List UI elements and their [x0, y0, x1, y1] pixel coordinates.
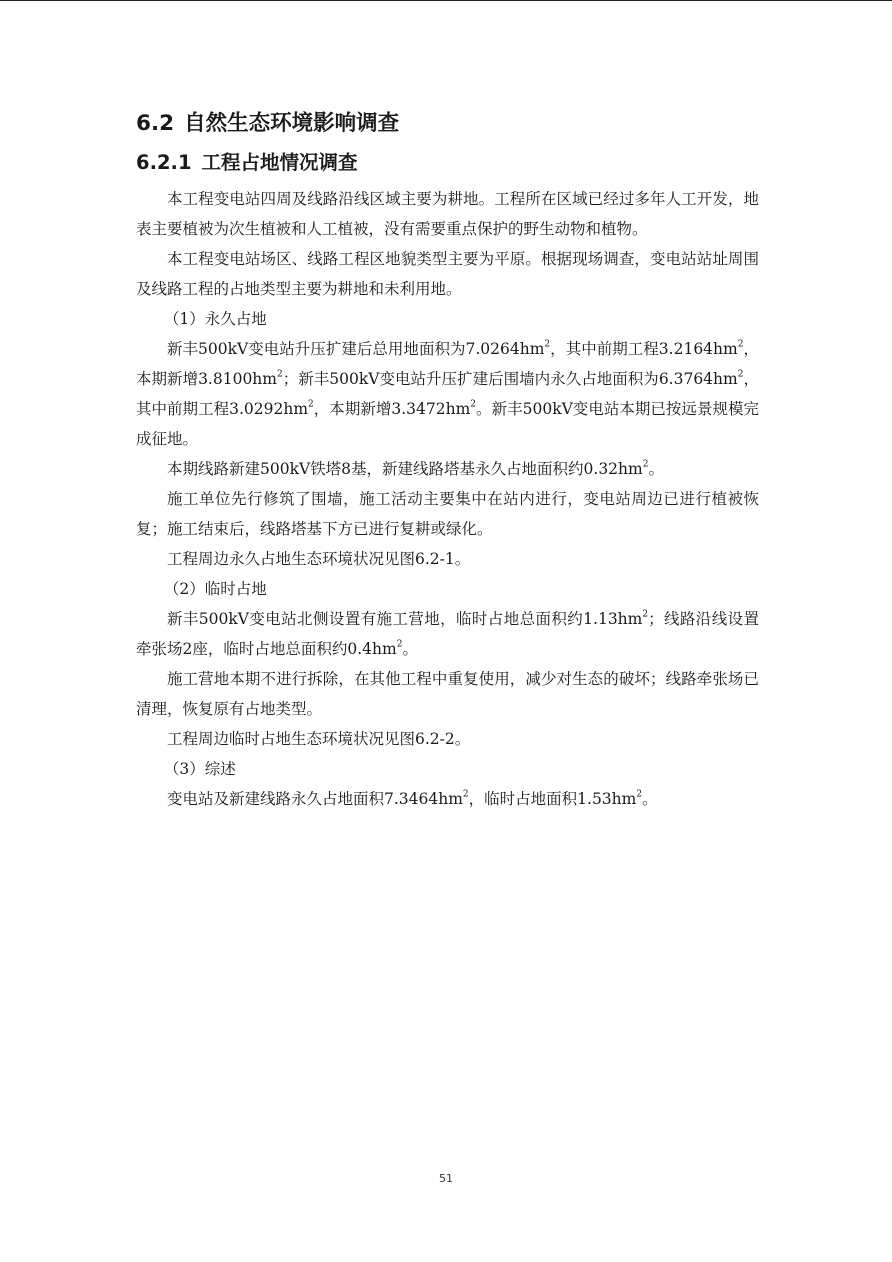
- unit-superscript: 2: [737, 369, 744, 380]
- paragraph-temporary-figure-ref: 工程周边临时占地生态环境状况见图6.2-2。: [167, 730, 471, 748]
- section-heading: [136, 104, 759, 143]
- unit-superscript: 2: [396, 639, 403, 650]
- paragraph-substation-area: 新丰500kV变电站升压扩建后总用地面积为$7.0264hm^2$，其中前期工程$3.2164hm^2$，本期新增$3.8100hm^2$；新丰500kV变电站升压扩建后围墙内永久占地面积为$6.3764hm^2$，其中前期工程$3.0292hm^2$，本期新增$3.3472hm^2$。新丰500kV变电站本期已按远景规模完成征地。: [136, 339, 759, 448]
- section-number: 6.2: [136, 111, 175, 136]
- unit-superscript: 2: [277, 369, 283, 380]
- page-body: [136, 104, 759, 814]
- top-border-line: [0, 0, 892, 1]
- paragraph-temporary-area: 新丰500kV变电站北侧设置有施工营地，临时占地总面积约$1.13hm^2$；线路沿线设置牵张场2座，临时占地总面积约$0.4hm^2$。: [136, 609, 759, 658]
- paragraph-construction-activity: 施工单位先行修筑了围墙，施工活动主要集中在站内进行，变电站周边已进行植被恢复；施工结束后，线路塔基下方已进行复耕或绿化。: [136, 490, 759, 538]
- unit-superscript: 2: [642, 459, 649, 470]
- unit-superscript: 2: [462, 789, 469, 800]
- section-title-text: 自然生态环境影响调查: [184, 111, 400, 136]
- item-heading-summary: （3）综述: [163, 760, 236, 778]
- unit-superscript: 2: [642, 609, 649, 620]
- item-heading-permanent-land: （1）永久占地: [163, 310, 267, 328]
- paragraph-summary-area: 变电站及新建线路永久占地面积$7.3464hm^2$，临时占地面积$1.53hm^2$。: [167, 789, 658, 808]
- subsection-heading: [136, 143, 759, 182]
- unit-superscript: 2: [737, 339, 744, 350]
- paragraph-permanent-figure-ref: 工程周边永久占地生态环境状况见图6.2-1。: [167, 550, 471, 568]
- paragraph-land-overview: 本工程变电站四周及线路沿线区域主要为耕地。工程所在区域已经过多年人工开发，地表主要植被为次生植被和人工植被，没有需要重点保护的野生动物和植物。: [136, 190, 759, 238]
- unit-superscript: 2: [636, 789, 643, 800]
- page-number: 51: [439, 1172, 453, 1185]
- paragraph-camp-reuse: 施工营地本期不进行拆除，在其他工程中重复使用，减少对生态的破坏；线路牵张场已清理，恢复原有占地类型。: [136, 670, 759, 718]
- paragraph-landform: 本工程变电站场区、线路工程区地貌类型主要为平原。根据现场调查，变电站站址周围及线路工程的占地类型主要为耕地和未利用地。: [136, 250, 759, 298]
- subsection-number: 6.2.1: [136, 151, 192, 174]
- paragraph-tower-land: 本期线路新建500kV铁塔8基，新建线路塔基永久占地面积约$0.32hm^2$。: [167, 459, 664, 478]
- item-heading-temporary-land: （2）临时占地: [163, 580, 267, 598]
- unit-superscript: 2: [308, 399, 314, 410]
- unit-superscript: 2: [470, 399, 477, 410]
- unit-superscript: 2: [544, 339, 551, 350]
- subsection-title-text: 工程占地情况调查: [201, 151, 358, 174]
